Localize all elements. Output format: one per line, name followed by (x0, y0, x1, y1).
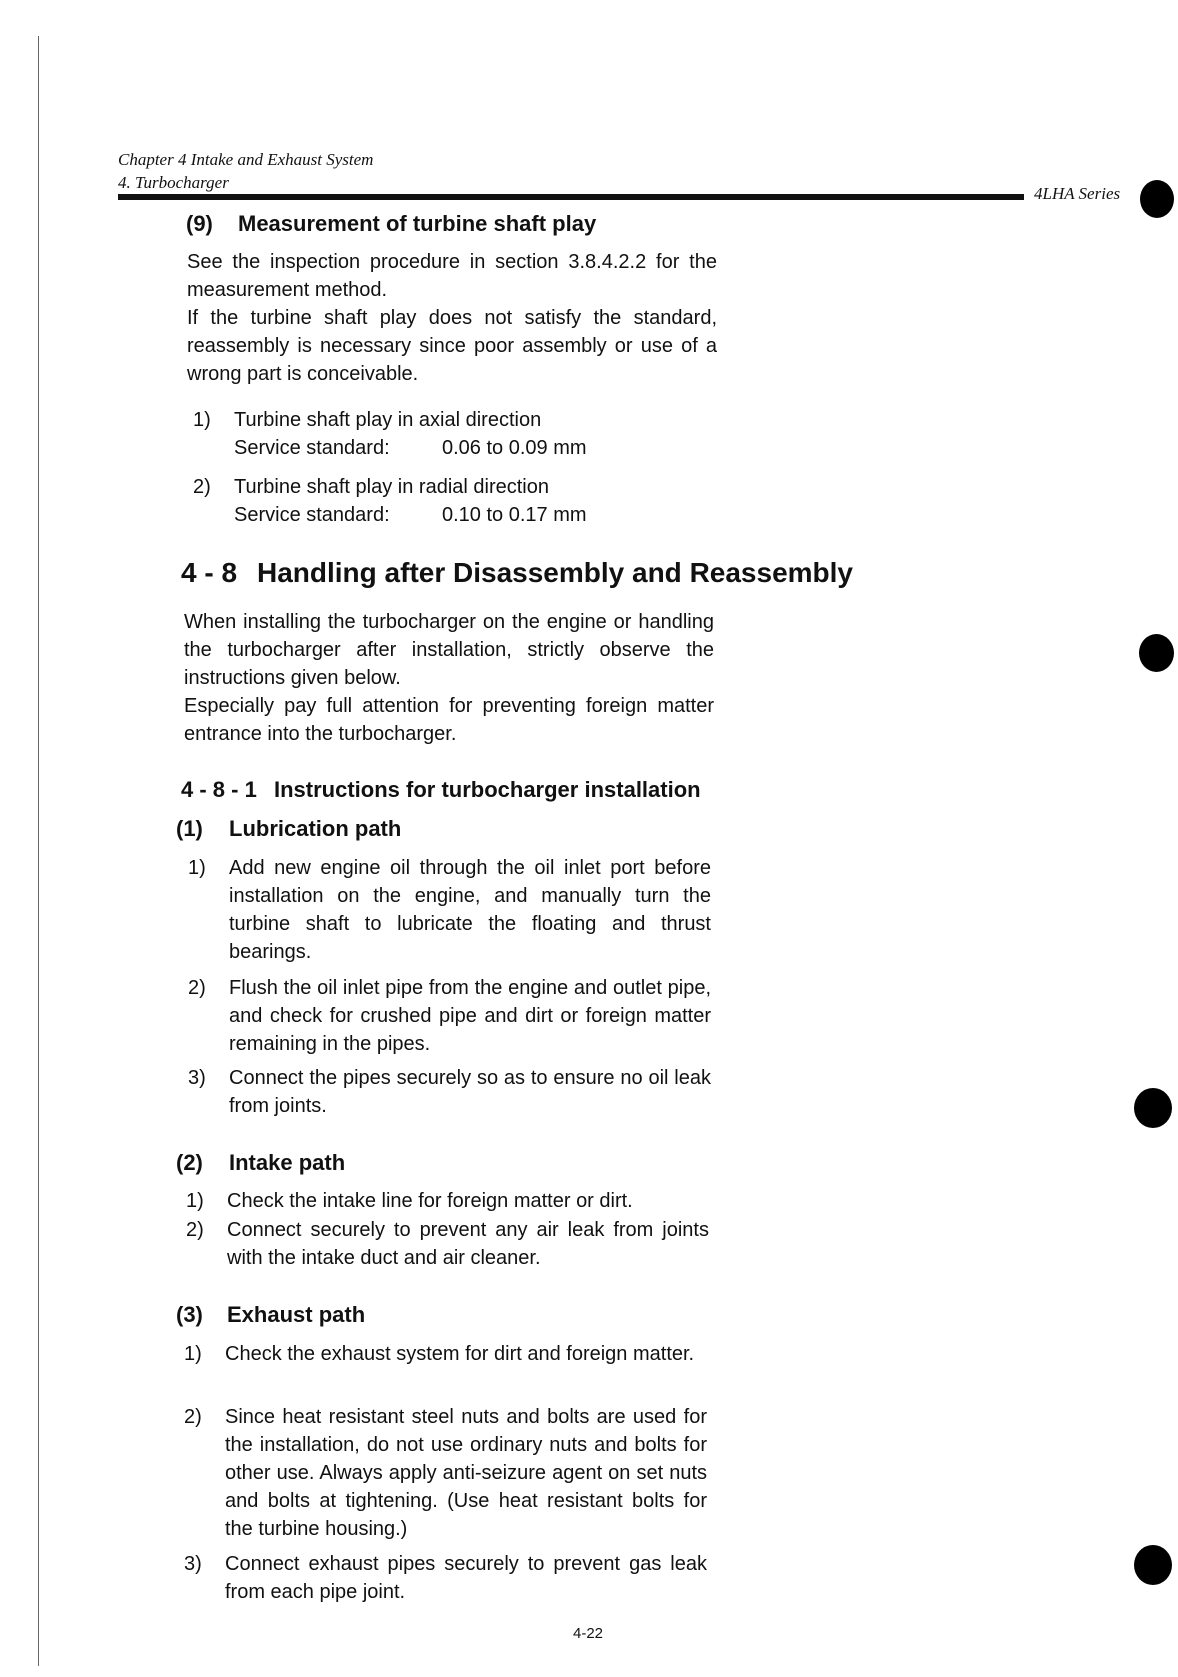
section-9-para-2: If the turbine shaft play does not satisfy the standard, reassembly is necessary since poor assembly or use of a wrong part is conceivable. (187, 307, 717, 385)
exhaust-title: Exhaust path (227, 1302, 366, 1327)
margin-mark (1134, 1088, 1172, 1128)
list-item-number: 2) (188, 977, 206, 999)
service-standard-label: Service standard: (234, 437, 390, 459)
section-4-8-1-title: Instructions for turbocharger installation (274, 777, 701, 802)
list-item-text: Check the exhaust system for dirt and foreign matter. (225, 1343, 695, 1365)
list-item-text: Connect securely to prevent any air leak from joints with the intake duct and air cleaner. (227, 1219, 709, 1269)
intake-number: (2) (176, 1150, 203, 1175)
exhaust-number: (3) (176, 1302, 203, 1327)
intake-title: Intake path (229, 1150, 346, 1175)
section-9-item (190, 473, 710, 529)
section-4-8-number: 4 - 8 (181, 557, 238, 588)
service-standard-value: 0.06 to 0.09 mm (442, 437, 587, 459)
margin-mark (1139, 634, 1174, 672)
section-4-8-para-1: When installing the turbocharger on the engine or handling the turbocharger after installation, strictly observe the instructions given below. (184, 611, 714, 689)
list-item-text: Flush the oil inlet pipe from the engine and outlet pipe, and check for crushed pipe and dirt or foreign matter remaining in the pipes. (229, 977, 711, 1055)
list-item-text: Add new engine oil through the oil inlet port before installation on the engine, and manually turn the turbine shaft to lubricate the floating and thrust bearings. (229, 857, 711, 963)
chapter-title: Chapter 4 Intake and Exhaust System (118, 150, 374, 169)
service-standard-row (234, 501, 710, 529)
section-9-number: (9) (186, 211, 213, 236)
list-item-text: Check the intake line for foreign matter or dirt. (227, 1190, 633, 1212)
section-9-title: Measurement of turbine shaft play (238, 211, 597, 236)
list-item-text: Since heat resistant steel nuts and bolts are used for the installation, do not use ordinary nuts and bolts for other use. Always apply anti-seizure agent on set nuts and bolts at tightening. (Use heat resistant bolts for the turbine housing.) (225, 1406, 707, 1540)
section-9-para-1: See the inspection procedure in section 3.8.4.2.2 for the measurement method. (187, 251, 717, 301)
section-4-8-title: Handling after Disassembly and Reassembly (257, 557, 853, 588)
list-item-text: Connect exhaust pipes securely to prevent gas leak from each pipe joint. (225, 1553, 707, 1603)
margin-mark (1134, 1545, 1172, 1585)
list-item-number: 1) (186, 1190, 204, 1212)
list-item-text: Connect the pipes securely so as to ensure no oil leak from joints. (229, 1067, 711, 1117)
item-number: 2) (193, 476, 211, 498)
lubrication-title: Lubrication path (229, 816, 402, 841)
list-item-number: 1) (184, 1343, 202, 1365)
page-number: 4-22 (573, 1625, 604, 1642)
list-item-number: 1) (188, 857, 206, 879)
list-item-number: 3) (188, 1067, 206, 1089)
service-standard-row (234, 434, 710, 462)
binding-line (38, 36, 39, 1666)
subchapter-title: 4. Turbocharger (118, 173, 229, 192)
item-text: Turbine shaft play in radial direction (234, 476, 549, 498)
service-standard-label: Service standard: (234, 504, 390, 526)
list-item-number: 3) (184, 1553, 202, 1575)
lubrication-number: (1) (176, 816, 203, 841)
header-rule (118, 194, 1024, 200)
margin-mark (1140, 180, 1174, 218)
list-item-number: 2) (186, 1219, 204, 1241)
service-standard-value: 0.10 to 0.17 mm (442, 504, 587, 526)
item-text: Turbine shaft play in axial direction (234, 409, 542, 431)
section-4-8-1-number: 4 - 8 - 1 (181, 777, 257, 802)
list-item-number: 2) (184, 1406, 202, 1428)
section-4-8-para-2: Especially pay full attention for preventing foreign matter entrance into the turbocharger. (184, 695, 714, 745)
item-number: 1) (193, 409, 211, 431)
section-9-item (190, 406, 710, 462)
series-label: 4LHA Series (1034, 184, 1121, 203)
